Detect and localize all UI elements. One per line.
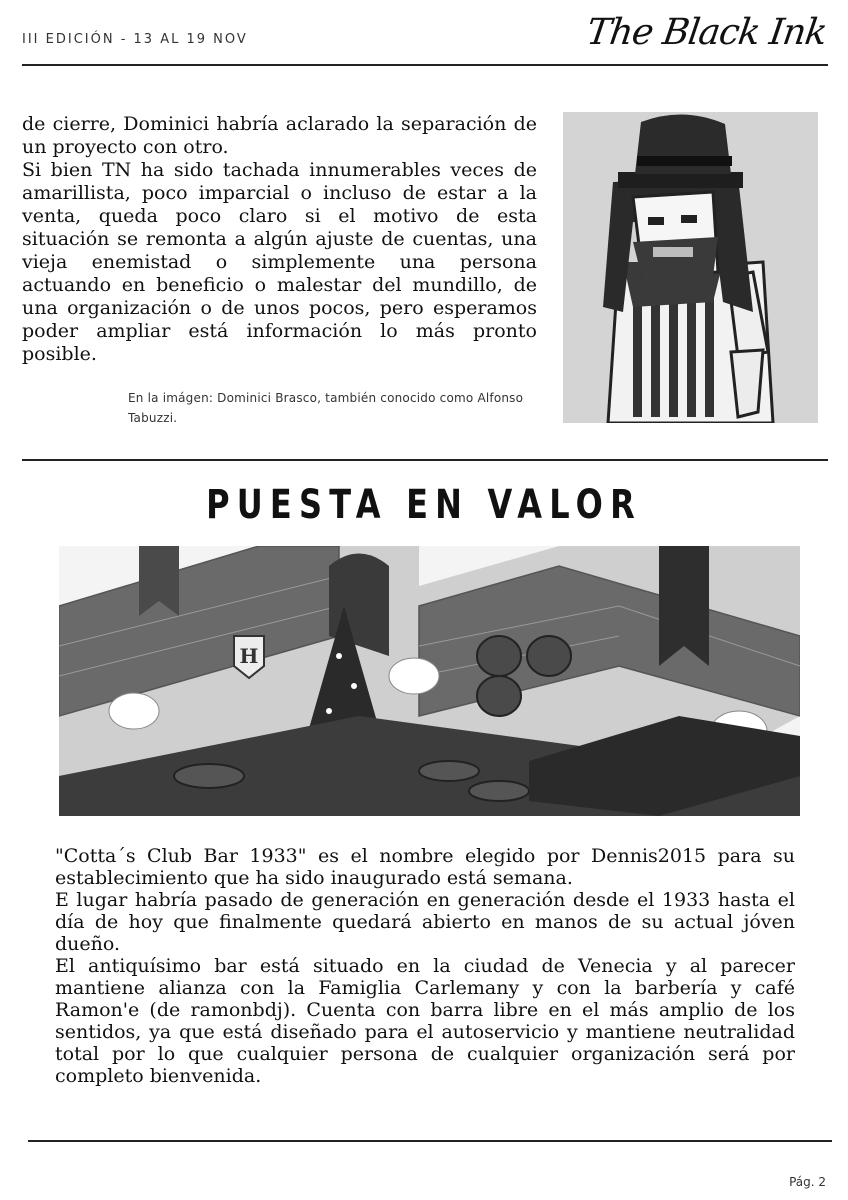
image-caption: En la imágen: Dominici Brasco, también conocido como Alfonso Tabuzzi. — [128, 391, 524, 425]
masthead-logo: The Black Ink — [584, 12, 829, 53]
section-divider — [22, 459, 828, 461]
bar-scene-image — [59, 546, 800, 816]
top-divider — [22, 64, 828, 66]
article-continuation — [22, 113, 537, 366]
article2-paragraph-1: "Cotta´s Club Bar 1933" es el nombre elegido por Dennis2015 para su establecimiento que ha sido inaugurado está semana. — [55, 845, 795, 889]
feature-article — [55, 845, 795, 1087]
section-headline: PUESTA EN VALOR — [206, 482, 642, 528]
article2-paragraph-3: El antiquísimo bar está situado en la ciudad de Venecia y al parecer mantiene alianza con la Famiglia Carlemany y con la barbería y café Ramon'e (de ramonbdj). Cuenta con barra libre en el más amplio de los sentidos, ya que está diseñado para el autoservicio y mantiene neutralidad total por lo que cualquier persona de cualquier organización será por completo bienvenida. — [55, 955, 795, 1087]
article2-paragraph-2: E lugar habría pasado de generación en generación desde el 1933 hasta el día de hoy que finalmente quedará abierto en manos de su actual jóven dueño. — [55, 889, 795, 955]
article1-paragraph-2: Si bien TN ha sido tachada innumerables veces de amarillista, poco imparcial o incluso de estar a la venta, queda poco claro si el motivo de esta situación se remonta a algún ajuste de cuentas, una vieja enemistad o simplemente una persona actuando en beneficio o malestar del mundillo, de una organización o de unos pocos, pero esperamos poder ampliar está información lo más pronto posible. — [22, 159, 537, 365]
article1-paragraph-1: de cierre, Dominici habría aclarado la separación de un proyecto con otro. — [22, 113, 537, 158]
bottom-divider — [28, 1140, 832, 1142]
scene-badge-letter: H — [239, 644, 259, 668]
edition-label: III EDICIÓN - 13 AL 19 NOV — [22, 32, 248, 47]
page-number: Pág. 2 — [789, 1175, 826, 1189]
portrait-image — [563, 112, 818, 423]
